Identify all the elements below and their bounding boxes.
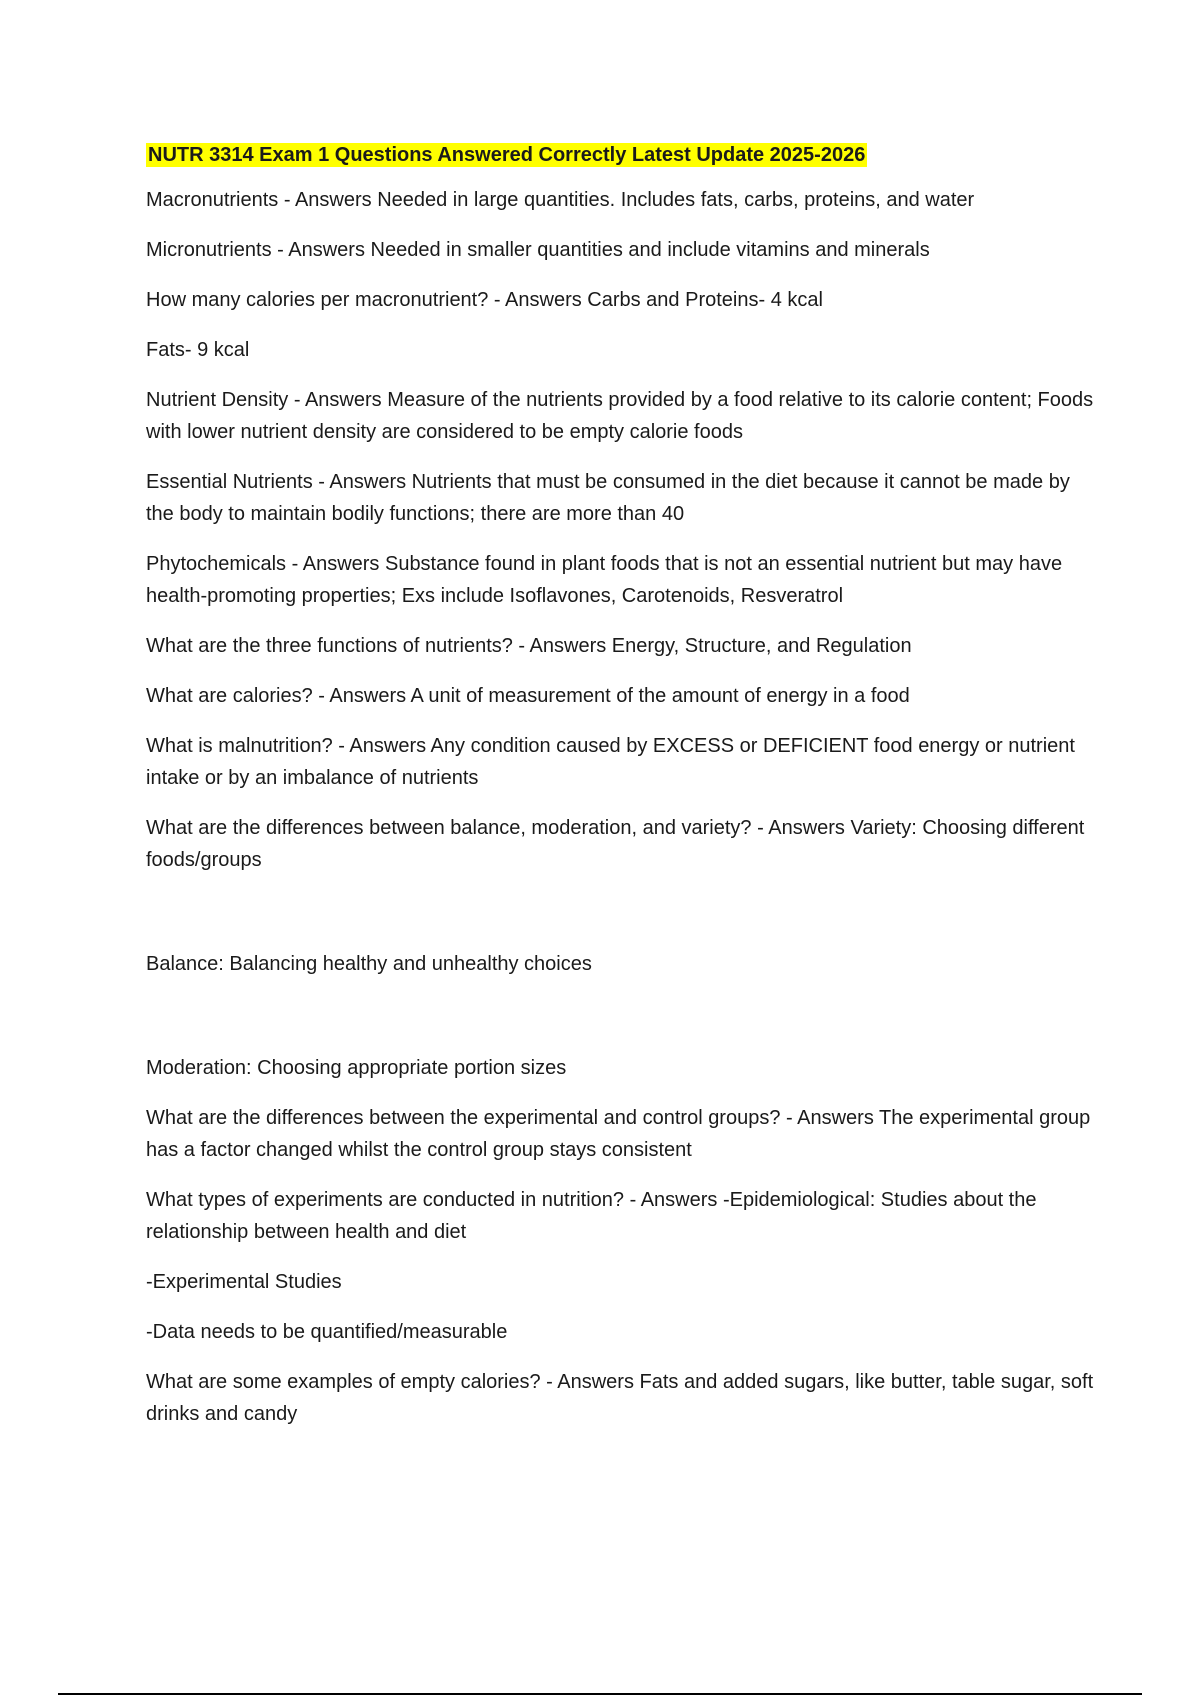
title-highlight: NUTR 3314 Exam 1 Questions Answered Correctly Latest Update 2025-2026 (148, 144, 866, 166)
qa-calories: What are calories? - Answers A unit of measurement of the amount of energy in a food (146, 685, 910, 707)
qa-fats-kcal: Fats- 9 kcal (146, 339, 250, 361)
qa-calories-per-macronutrient: How many calories per macronutrient? - Answers Carbs and Proteins- 4 kcal (146, 289, 823, 311)
qa-balance-moderation-variety: What are the differences between balance, moderation, and variety? - Answers Variety: Choosing different foods/groups (146, 817, 1085, 871)
answer-experimental-studies: -Experimental Studies (146, 1271, 342, 1293)
answer-moderation: Moderation: Choosing appropriate portion sizes (146, 1057, 567, 1079)
document-title (146, 140, 1096, 170)
qa-experiment-types: What types of experiments are conducted in nutrition? - Answers -Epidemiological: Studies about the relationship between health and diet (146, 1189, 1037, 1243)
footer-divider (58, 1693, 1142, 1695)
qa-phytochemicals: Phytochemicals - Answers Substance found in plant foods that is not an essential nutrient but may have health-promoting properties; Exs include Isoflavones, Carotenoids, Resveratrol (146, 553, 1063, 607)
qa-essential-nutrients: Essential Nutrients - Answers Nutrients that must be consumed in the diet because it cannot be made by the body to maintain bodily functions; there are more than 40 (146, 471, 1070, 525)
answer-balance: Balance: Balancing healthy and unhealthy choices (146, 953, 592, 975)
answer-data-quantified: -Data needs to be quantified/measurable (146, 1321, 508, 1343)
qa-experimental-control-groups: What are the differences between the experimental and control groups? - Answers The experimental group has a factor changed whilst the control group stays consistent (146, 1107, 1091, 1161)
document-page (146, 140, 1096, 1448)
qa-functions-of-nutrients: What are the three functions of nutrients? - Answers Energy, Structure, and Regulation (146, 635, 912, 657)
qa-macronutrients: Macronutrients - Answers Needed in large quantities. Includes fats, carbs, proteins, and water (146, 189, 975, 211)
qa-empty-calories: What are some examples of empty calories? - Answers Fats and added sugars, like butter, table sugar, soft drinks and candy (146, 1371, 1094, 1425)
qa-micronutrients: Micronutrients - Answers Needed in smaller quantities and include vitamins and minerals (146, 239, 930, 261)
qa-nutrient-density: Nutrient Density - Answers Measure of the nutrients provided by a food relative to its calorie content; Foods with lower nutrient density are considered to be empty calorie foods (146, 389, 1094, 443)
qa-malnutrition: What is malnutrition? - Answers Any condition caused by EXCESS or DEFICIENT food energy or nutrient intake or by an imbalance of nutrients (146, 735, 1075, 789)
